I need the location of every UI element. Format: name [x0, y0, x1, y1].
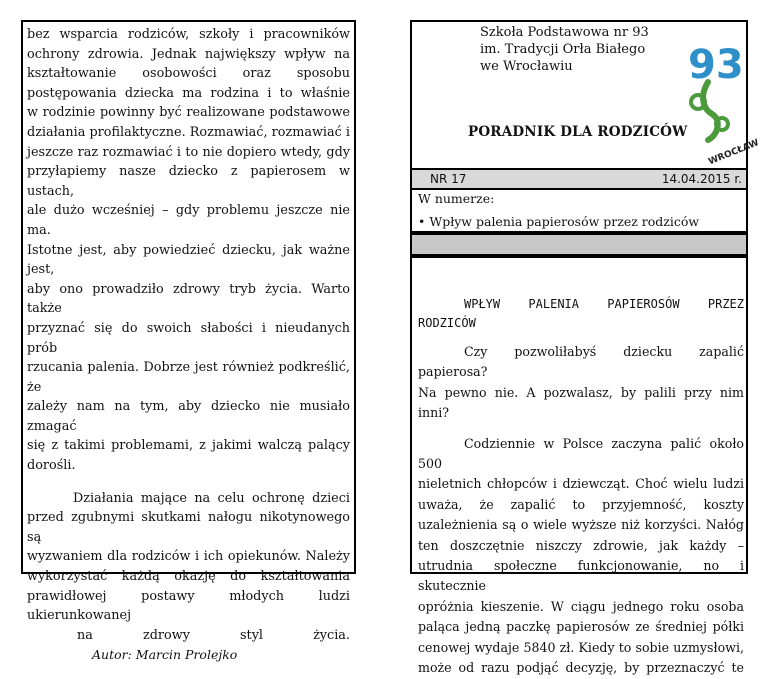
text-line: na zdrowy styl życia.: [27, 627, 350, 643]
text-line: w rodzinie powinny być realizowane podstawowe: [27, 105, 350, 121]
text-line: dorośli.: [27, 458, 76, 474]
logo-stem: [703, 82, 718, 140]
school-name: [480, 24, 649, 75]
logo-number: 93: [688, 42, 744, 88]
article-paragraph-2: [418, 434, 744, 679]
school-name-line: we Wrocławiu: [480, 59, 573, 74]
text-line: wyzwaniem dla rodziców i ich opiekunów. Należy: [27, 549, 350, 565]
text-line: może od razu podjąć decyzję, by przeznaczyć te: [418, 660, 744, 676]
logo-city: WROCŁAW: [707, 138, 761, 168]
text-line: ten doszczętnie niszczy zdrowie, jak każdy –: [418, 537, 744, 553]
text-line: cenowej wydaje 5840 zł. Kiedy to sobie uzmysłowi,: [418, 639, 744, 655]
text-line: prawidłowej postawy młodych ludzi ukierunkowanej: [27, 588, 350, 624]
text-line: opróżnia kieszenie. W ciągu jednego roku osoba: [418, 598, 744, 614]
article-body: [418, 342, 744, 679]
text-line: Działania mające na celu ochronę dzieci: [73, 490, 350, 506]
text-line: jeszcze raz rozmawiać i to nie dopiero wtedy, gdy: [27, 144, 350, 160]
left-paragraph-2: [27, 489, 350, 646]
text-line: utrudnia społeczne funkcjonowanie, no i skutecznie: [418, 558, 744, 594]
school-name-line: Szkoła Podstawowa nr 93: [480, 25, 649, 40]
text-line: ochrony zdrowia. Jednak największy wpływ na: [27, 46, 350, 62]
issue-date: 14.04.2015 r.: [661, 172, 742, 186]
article-title-line: WPŁYW PALENIA PAPIEROSÓW PRZEZ: [464, 297, 744, 311]
text-line: aby ono prowadziło zdrowy tryb życia. Warto także: [27, 281, 350, 317]
article-author: Autor: Marcin Prolejko: [92, 647, 238, 663]
issue-bar: [410, 168, 748, 190]
article: [410, 256, 748, 676]
left-page: [21, 20, 356, 663]
text-line: paląca jedną paczkę papierosów ze średniej półki: [418, 619, 744, 635]
text-line: bez wsparcia rodziców, szkoły i pracowników: [27, 27, 350, 42]
text-line: Istotne jest, aby powiedzieć dziecku, jak ważne jest,: [27, 242, 350, 278]
school-logo: [678, 40, 761, 168]
text-line: kształtowanie osobowości oraz sposobu: [27, 66, 350, 82]
article-title: [418, 295, 744, 333]
text-line: przyznać się do swoich słabości i nieudanych prób: [27, 320, 350, 356]
left-page-text: [27, 25, 350, 665]
contents-box: [410, 188, 748, 233]
logo-leaf: [716, 118, 728, 130]
article-title-line: RODZICÓW: [418, 316, 476, 330]
text-line: ale dużo wcześniej – gdy problemu jeszcze nie ma.: [27, 203, 350, 238]
text-line: zależy nam na tym, aby dziecko nie musiało zmagać: [27, 399, 350, 434]
text-line: nieletnich chłopców i dziewcząt. Choć wielu ludzi: [418, 476, 744, 492]
text-line: Czy pozwoliłabyś dziecku zapalić papierosa?: [418, 344, 744, 380]
newsletter-header: [410, 20, 761, 170]
text-line: uważa, że zapalić to przyjemność, koszty: [418, 496, 744, 512]
text-line: przyłapiemy nasze dziecko z papierosem w ustach,: [27, 164, 350, 199]
divider-bar: [410, 233, 748, 256]
text-line: Na pewno nie. A pozwalasz, by palili przy nim inni?: [418, 384, 744, 421]
school-name-line: im. Tradycji Orła Białego: [480, 42, 646, 57]
text-line: Codziennie w Polsce zaczyna palić około 500: [418, 435, 744, 472]
text-line: rzucania palenia. Dobrze jest również podkreślić, że: [27, 360, 350, 395]
contents-item: • Wpływ palenia papierosów przez rodziców: [418, 214, 700, 229]
newsletter-title: PORADNIK DLA RODZICÓW: [468, 124, 688, 140]
contents-label: W numerze:: [418, 191, 495, 206]
text-line: wykorzystać każdą okazję do kształtowania: [27, 569, 350, 585]
issue-number: NR 17: [430, 172, 467, 186]
left-paragraph-1: [27, 25, 350, 476]
text-line: postępowania dziecka ma rodzina i to właśnie: [27, 85, 350, 101]
text-line: się z takimi problemami, z jakimi walczą palący: [27, 438, 350, 454]
article-paragraph-1: [418, 342, 744, 424]
right-page: [410, 20, 761, 676]
text-line: uzależnienia są o wiele wyższe niż korzyści. Nałóg: [418, 517, 744, 533]
text-line: przed zgubnymi skutkami nałogu nikotynowego są: [27, 510, 350, 545]
text-line: działania profilaktyczne. Rozmawiać, rozmawiać i: [27, 124, 350, 140]
